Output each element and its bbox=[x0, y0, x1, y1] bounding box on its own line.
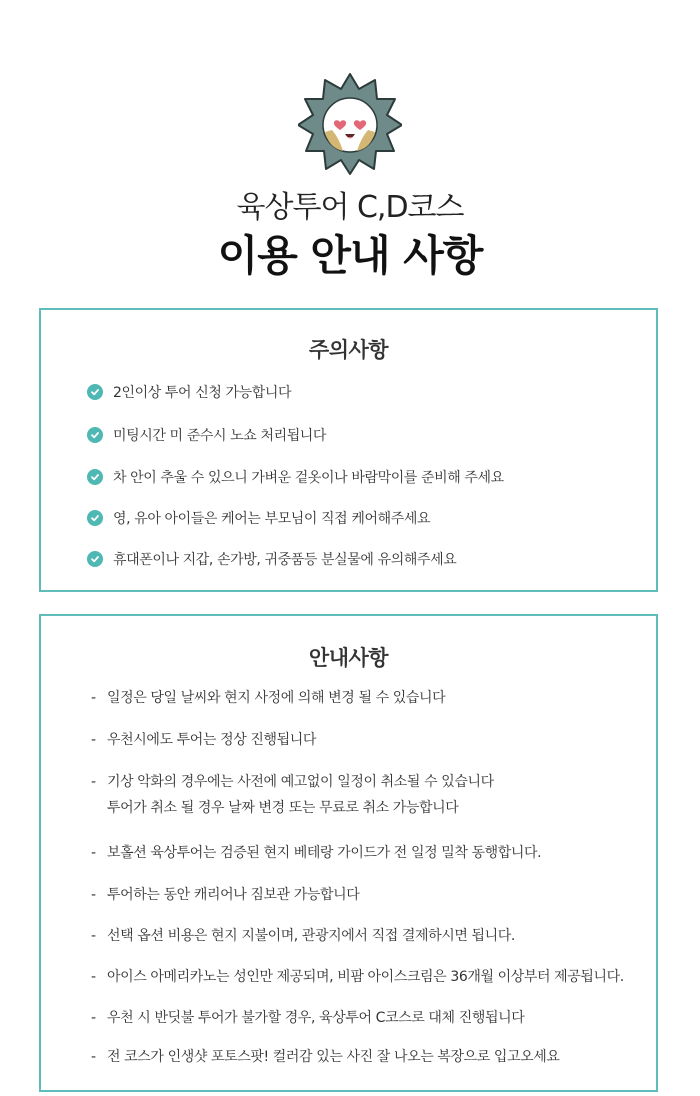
info-item bbox=[91, 926, 515, 946]
sun-mascot-icon bbox=[298, 72, 402, 176]
info-item-text: 우천 시 반딧불 투어가 불가할 경우, 육상투어 C코스로 대체 진행됩니다 bbox=[107, 1010, 525, 1026]
info-item-text: 아이스 아메리카노는 성인만 제공되며, 비팜 아이스크림은 36개월 이상부터 제공됩니다. bbox=[107, 969, 624, 985]
caution-item-text: 2인이상 투어 신청 가능합니다 bbox=[113, 385, 292, 401]
caution-heading: 주의사항 bbox=[308, 338, 389, 362]
info-item-text: 선택 옵션 비용은 현지 지불이며, 관광지에서 직접 결제하시면 됩니다. bbox=[107, 928, 515, 944]
caution-box bbox=[39, 308, 658, 592]
dash-bullet: - bbox=[91, 774, 96, 790]
caution-item-text: 휴대폰이나 지갑, 손가방, 귀중품등 분실물에 유의해주세요 bbox=[113, 552, 457, 568]
check-circle-icon bbox=[87, 469, 103, 485]
caution-item bbox=[87, 425, 326, 445]
info-item-text: 기상 악화의 경우에는 사전에 예고없이 일정이 취소될 수 있습니다 bbox=[107, 774, 494, 790]
check-circle-icon bbox=[87, 510, 103, 526]
subtitle: 육상투어 C,D코스 bbox=[236, 190, 464, 225]
check-circle-icon bbox=[87, 427, 103, 443]
caution-item bbox=[87, 467, 504, 487]
info-item bbox=[91, 730, 316, 750]
caution-item-text: 영, 유아 아이들은 케어는 부모님이 직접 케어해주세요 bbox=[113, 511, 431, 527]
caution-item bbox=[87, 382, 291, 402]
info-item-text: 일정은 당일 날씨와 현지 사정에 의해 변경 될 수 있습니다 bbox=[107, 690, 446, 706]
dash-bullet: - bbox=[91, 690, 96, 706]
caution-item bbox=[87, 508, 430, 528]
page-title: 이용 안내 사항 bbox=[217, 231, 483, 280]
info-item-continuation: 투어가 취소 될 경우 날짜 변경 또는 무료로 취소 가능합니다 bbox=[107, 800, 459, 816]
info-item bbox=[91, 772, 494, 818]
info-item bbox=[91, 967, 624, 987]
check-circle-icon bbox=[87, 384, 103, 400]
info-item bbox=[91, 885, 359, 905]
info-heading: 안내사항 bbox=[308, 646, 389, 670]
caution-item-text: 차 안이 추울 수 있으니 가벼운 겉옷이나 바람막이를 준비해 주세요 bbox=[113, 470, 504, 486]
caution-item bbox=[87, 549, 456, 569]
dash-bullet: - bbox=[91, 1049, 96, 1065]
dash-bullet: - bbox=[91, 969, 96, 985]
info-item-text: 전 코스가 인생샷 포토스팟! 컬러감 있는 사진 잘 나오는 복장으로 입고오세요 bbox=[107, 1049, 560, 1065]
info-item bbox=[91, 1047, 560, 1067]
info-item-text: 투어하는 동안 캐리어나 짐보관 가능합니다 bbox=[107, 887, 360, 903]
dash-bullet: - bbox=[91, 1010, 96, 1026]
info-item-text: 우천시에도 투어는 정상 진행됩니다 bbox=[107, 732, 317, 748]
dash-bullet: - bbox=[91, 732, 96, 748]
check-circle-icon bbox=[87, 551, 103, 567]
info-item bbox=[91, 688, 445, 708]
dash-bullet: - bbox=[91, 887, 96, 903]
info-item-text: 보홀션 육상투어는 검증된 현지 베테랑 가이드가 전 일정 밀착 동행합니다. bbox=[107, 845, 542, 861]
dash-bullet: - bbox=[91, 845, 96, 861]
info-box bbox=[39, 614, 658, 1092]
info-item bbox=[91, 1008, 524, 1028]
caution-item-text: 미팅시간 미 준수시 노쇼 처리됩니다 bbox=[113, 428, 327, 444]
info-item bbox=[91, 843, 541, 863]
dash-bullet: - bbox=[91, 928, 96, 944]
